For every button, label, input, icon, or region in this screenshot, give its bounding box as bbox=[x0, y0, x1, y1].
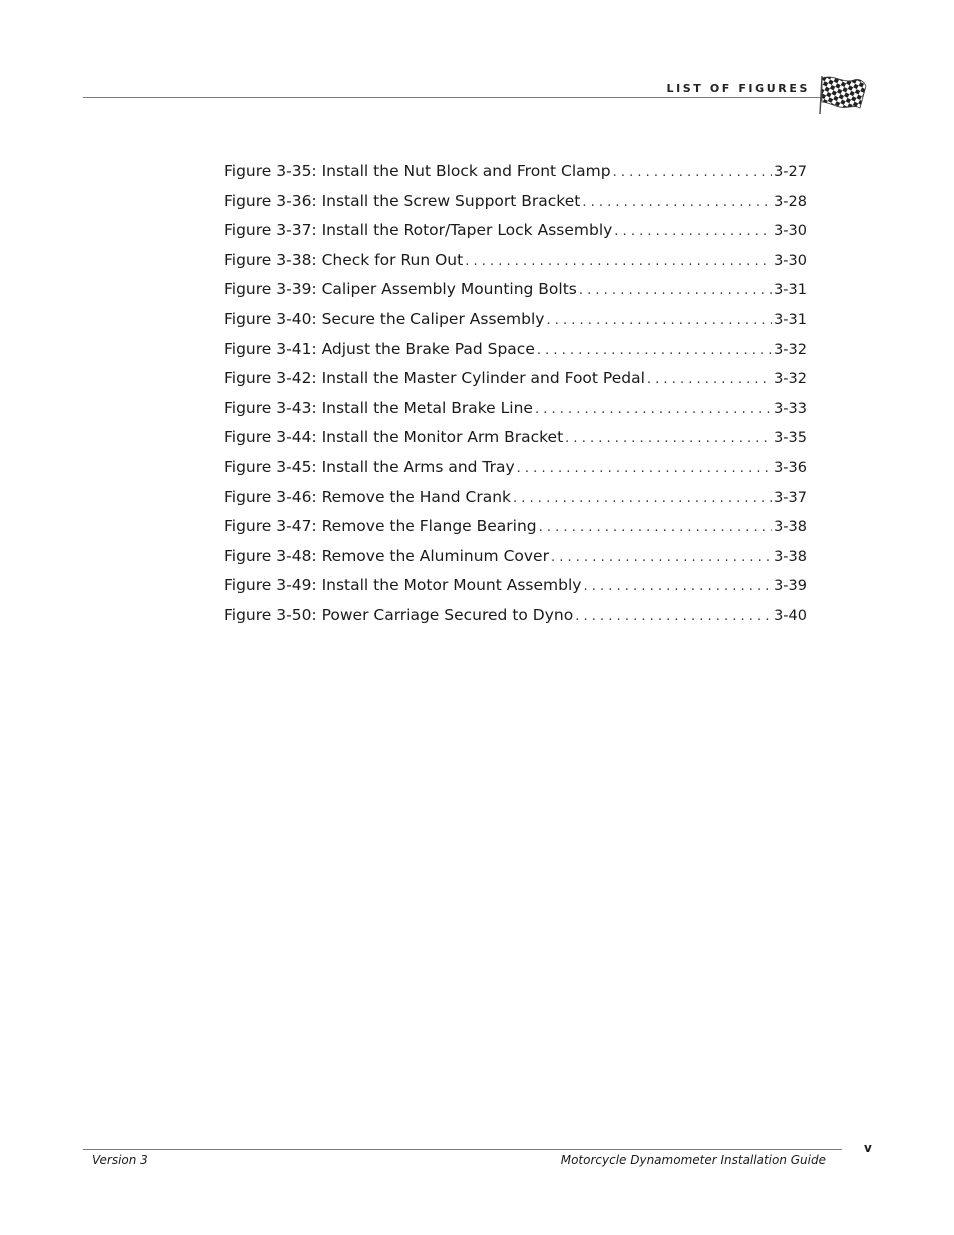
toc-entry-page: 3-38 bbox=[774, 519, 807, 536]
toc-dot-leader bbox=[565, 431, 772, 446]
toc-entry-title: Figure 3-42: Install the Master Cylinder and Foot Pedal bbox=[224, 369, 645, 388]
toc-dot-leader bbox=[582, 195, 772, 210]
toc-entry-page: 3-32 bbox=[774, 341, 807, 358]
toc-entry-title: Figure 3-39: Caliper Assembly Mounting Bolts bbox=[224, 280, 577, 299]
toc-entry-title: Figure 3-40: Secure the Caliper Assembly bbox=[224, 309, 545, 328]
toc-entry[interactable] bbox=[224, 162, 807, 192]
toc-dot-leader bbox=[465, 254, 772, 269]
toc-entry-page: 3-32 bbox=[774, 371, 807, 388]
toc-entry[interactable] bbox=[224, 340, 807, 370]
toc-entry[interactable] bbox=[224, 280, 807, 310]
toc-entry-title: Figure 3-44: Install the Monitor Arm Bracket bbox=[224, 428, 564, 447]
toc-entry[interactable] bbox=[224, 221, 807, 251]
toc-entry-page: 3-31 bbox=[774, 282, 807, 299]
toc-entry-page: 3-35 bbox=[774, 430, 807, 447]
toc-dot-leader bbox=[546, 313, 772, 328]
toc-entry-title: Figure 3-46: Remove the Hand Crank bbox=[224, 487, 512, 506]
checkered-flag-icon bbox=[816, 72, 868, 116]
toc-dot-leader bbox=[613, 165, 772, 180]
toc-entry-page: 3-38 bbox=[774, 548, 807, 565]
header-divider bbox=[83, 97, 837, 98]
toc-dot-leader bbox=[575, 609, 772, 624]
toc-entry-title: Figure 3-50: Power Carriage Secured to Dyno bbox=[224, 605, 574, 624]
toc-entry-title: Figure 3-36: Install the Screw Support Bracket bbox=[224, 191, 581, 210]
toc-entry[interactable] bbox=[224, 310, 807, 340]
toc-dot-leader bbox=[583, 579, 772, 594]
toc-entry-page: 3-33 bbox=[774, 400, 807, 417]
toc-entry-title: Figure 3-48: Remove the Aluminum Cover bbox=[224, 546, 549, 565]
toc-entry-page: 3-36 bbox=[774, 459, 807, 476]
toc-entry-page: 3-37 bbox=[774, 489, 807, 506]
toc-entry-title: Figure 3-43: Install the Metal Brake Line bbox=[224, 398, 533, 417]
toc-entry-title: Figure 3-38: Check for Run Out bbox=[224, 250, 464, 269]
toc-dot-leader bbox=[551, 550, 772, 565]
toc-entry-page: 3-30 bbox=[774, 252, 807, 269]
footer-divider bbox=[83, 1149, 842, 1150]
toc-entry-page: 3-39 bbox=[774, 578, 807, 595]
toc-dot-leader bbox=[647, 372, 772, 387]
toc-entry[interactable] bbox=[224, 192, 807, 222]
page-number: v bbox=[864, 1141, 872, 1155]
toc-dot-leader bbox=[579, 283, 772, 298]
toc-entry-page: 3-27 bbox=[774, 164, 807, 180]
toc-entry-title: Figure 3-47: Remove the Flange Bearing bbox=[224, 517, 537, 536]
toc-entry[interactable] bbox=[224, 547, 807, 577]
toc-entry[interactable] bbox=[224, 428, 807, 458]
toc-entry[interactable] bbox=[224, 517, 807, 547]
toc-entry[interactable] bbox=[224, 606, 807, 636]
header-title: LIST OF FIGURES bbox=[666, 82, 810, 95]
toc-entry-title: Figure 3-49: Install the Motor Mount Assembly bbox=[224, 576, 582, 595]
toc-dot-leader bbox=[517, 461, 772, 476]
toc-dot-leader bbox=[537, 343, 772, 358]
toc-entry[interactable] bbox=[224, 251, 807, 281]
toc-entry-page: 3-28 bbox=[774, 193, 807, 210]
toc-entry-page: 3-30 bbox=[774, 223, 807, 240]
toc-entry-title: Figure 3-35: Install the Nut Block and Front Clamp bbox=[224, 162, 611, 180]
toc-entry[interactable] bbox=[224, 488, 807, 518]
footer-guide-title: Motorcycle Dynamometer Installation Guide bbox=[560, 1153, 826, 1167]
footer-version: Version 3 bbox=[92, 1153, 148, 1167]
toc-entry-title: Figure 3-45: Install the Arms and Tray bbox=[224, 457, 515, 476]
toc-dot-leader bbox=[539, 520, 772, 535]
toc-entry-title: Figure 3-41: Adjust the Brake Pad Space bbox=[224, 339, 535, 358]
toc-entry-page: 3-40 bbox=[774, 607, 807, 624]
toc-dot-leader bbox=[535, 402, 772, 417]
toc-entry-title: Figure 3-37: Install the Rotor/Taper Lock Assembly bbox=[224, 221, 613, 240]
toc-entry-page: 3-31 bbox=[774, 311, 807, 328]
list-of-figures bbox=[224, 162, 807, 636]
toc-entry[interactable] bbox=[224, 399, 807, 429]
toc-entry[interactable] bbox=[224, 576, 807, 606]
toc-entry[interactable] bbox=[224, 369, 807, 399]
toc-dot-leader bbox=[614, 224, 772, 239]
toc-entry[interactable] bbox=[224, 458, 807, 488]
toc-dot-leader bbox=[513, 491, 772, 506]
